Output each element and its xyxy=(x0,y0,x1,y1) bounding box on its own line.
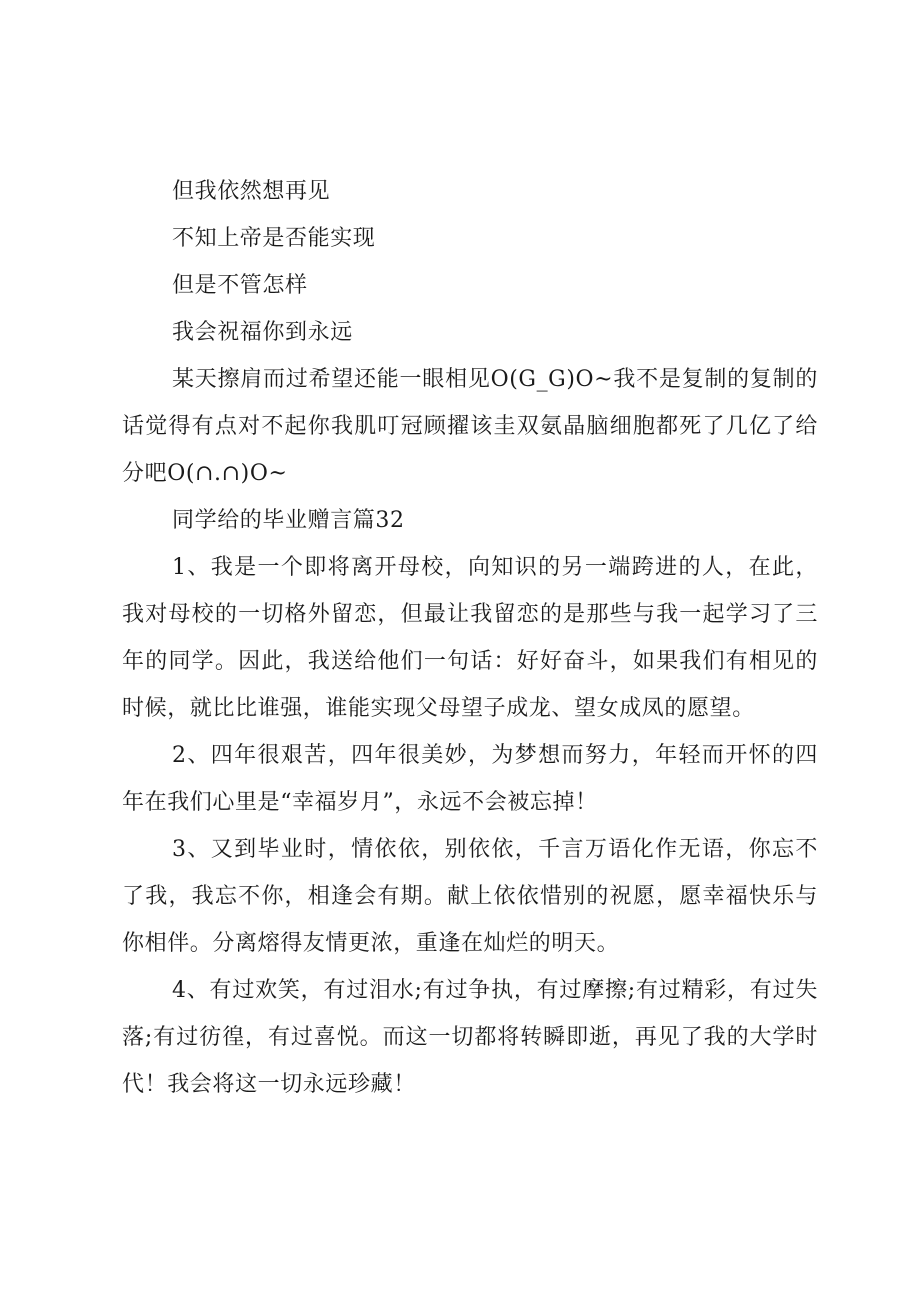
poem-line-1: 但我依然想再见 xyxy=(172,179,331,204)
poem-line-3: 但是不管怎样 xyxy=(172,273,308,298)
document-body xyxy=(122,168,818,1108)
paragraph-3: 3、又到毕业时，情依依，别依依，千言万语化作无语，你忘不了我，我忘不你，相逢会有期。献上依依惜别的祝愿，愿幸福快乐与你相伴。分离熔得友情更浓，重逢在灿烂的明天。 xyxy=(122,837,818,956)
section-title: 同学给的毕业赠言篇32 xyxy=(172,508,405,533)
paragraph-4: 4、有过欢笑，有过泪水;有过争执，有过摩擦;有过精彩，有过失落;有过彷徨，有过喜悦。而这一切都将转瞬即逝，再见了我的大学时代！我会将这一切永远珍藏！ xyxy=(122,978,818,1097)
closing-paragraph: 某天擦肩而过希望还能一眼相见O(G_G)O~我不是复制的复制的话觉得有点对不起你我肌叮冠顾擢该圭双氨晶脑细胞都死了几亿了给分吧O(∩.∩)O~ xyxy=(122,367,818,486)
paragraph-1: 1、我是一个即将离开母校，向知识的另一端跨进的人，在此，我对母校的一切格外留恋，但最让我留恋的是那些与我一起学习了三年的同学。因此，我送给他们一句话：好好奋斗，如果我们有相见的时候，就比比谁强，谁能实现父母望子成龙、望女成凤的愿望。 xyxy=(122,555,818,721)
poem-line-2: 不知上帝是否能实现 xyxy=(172,226,376,251)
poem-line-4: 我会祝福你到永远 xyxy=(172,320,353,345)
paragraph-2: 2、四年很艰苦，四年很美妙，为梦想而努力，年轻而开怀的四年在我们心里是“幸福岁月”，永远不会被忘掉！ xyxy=(122,743,818,815)
